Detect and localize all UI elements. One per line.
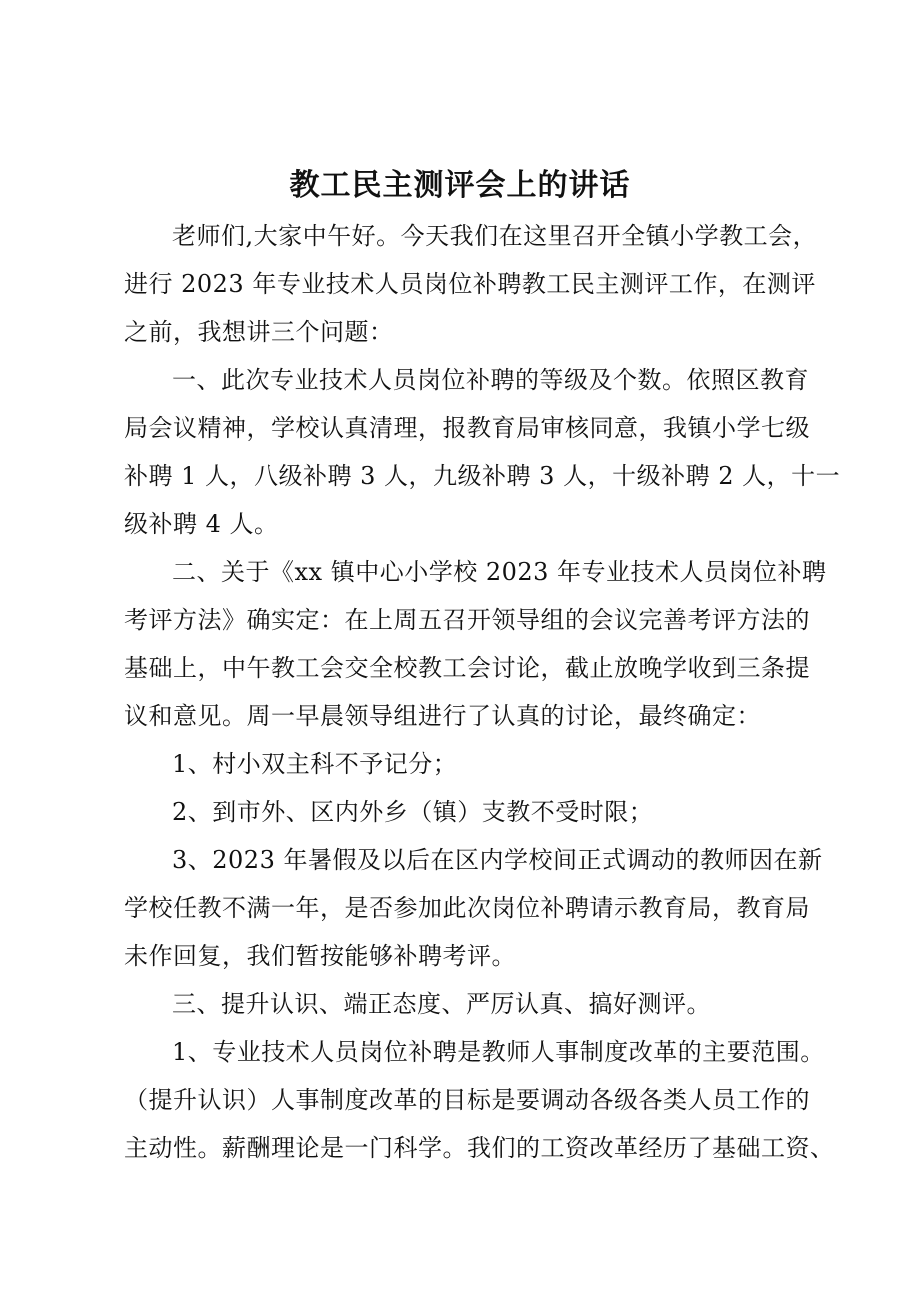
paragraph-line: 级补聘 4 人。 <box>124 510 279 538</box>
paragraph-line: 进行 2023 年专业技术人员岗位补聘教工民主测评工作，在测评 <box>124 270 816 298</box>
paragraph-line: 2、到市外、区内外乡（镇）支教不受时限； <box>172 798 654 826</box>
paragraph-line: 局会议精神，学校认真清理，报教育局审核同意，我镇小学七级 <box>124 414 810 442</box>
paragraph-line: 议和意见。周一早晨领导组进行了认真的讨论，最终确定： <box>124 702 761 730</box>
paragraph-line: 学校任教不满一年，是否参加此次岗位补聘请示教育局，教育局 <box>124 894 810 922</box>
paragraph-line: 基础上，中午教工会交全校教工会讨论，截止放晚学收到三条提 <box>124 654 810 682</box>
paragraph-line: 1、专业技术人员岗位补聘是教师人事制度改革的主要范围。 <box>172 1038 825 1066</box>
paragraph-line: （提升认识）人事制度改革的目标是要调动各级各类人员工作的 <box>124 1086 810 1114</box>
paragraph-line: 1、村小双主科不予记分； <box>172 750 458 778</box>
paragraph-line: 补聘 1 人，八级补聘 3 人，九级补聘 3 人，十级补聘 2 人，十一 <box>124 462 841 490</box>
paragraph-line: 主动性。薪酬理论是一门科学。我们的工资改革经历了基础工资、 <box>124 1134 835 1162</box>
paragraph-line: 一、此次专业技术人员岗位补聘的等级及个数。依照区教育 <box>172 366 809 394</box>
paragraph-line: 三、提升认识、端正态度、严厉认真、搞好测评。 <box>172 990 711 1018</box>
paragraph-line: 老师们,大家中午好。今天我们在这里召开全镇小学教工会， <box>172 222 818 250</box>
paragraph-line: 3、2023 年暑假及以后在区内学校间正式调动的教师因在新 <box>172 846 823 874</box>
document-title: 教工民主测评会上的讲话 <box>289 168 631 203</box>
paragraph-line: 二、关于《xx 镇中心小学校 2023 年专业技术人员岗位补聘 <box>172 558 827 586</box>
paragraph-line: 未作回复，我们暂按能够补聘考评。 <box>124 942 516 970</box>
paragraph-line: 考评方法》确实定：在上周五召开领导组的会议完善考评方法的 <box>124 606 810 634</box>
paragraph-line: 之前，我想讲三个问题： <box>124 318 394 346</box>
